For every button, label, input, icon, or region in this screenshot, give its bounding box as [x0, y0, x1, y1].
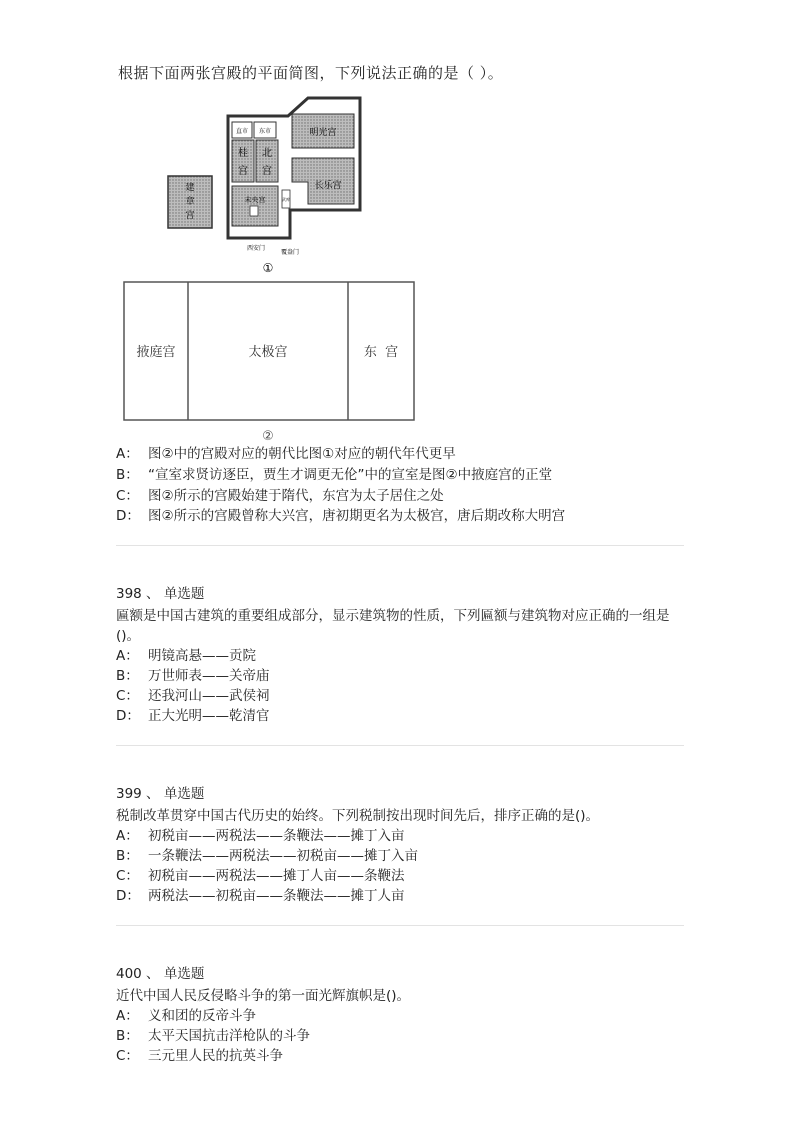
- option-letter: C：: [116, 868, 139, 884]
- bei-palace-char-1: 北: [262, 148, 272, 159]
- q398-option-d[interactable]: [116, 706, 270, 726]
- changle-palace-label: 长乐宫: [314, 181, 342, 191]
- option-text: 一条鞭法——两税法——初税亩——摊丁入亩: [148, 848, 418, 864]
- option-text: 三元里人民的抗英斗争: [148, 1048, 283, 1064]
- bei-palace-char-2: 宫: [262, 166, 272, 177]
- q400-option-c[interactable]: [116, 1046, 283, 1066]
- q400-option-b[interactable]: [116, 1026, 310, 1046]
- option-letter: D：: [116, 508, 140, 524]
- q399-option-d[interactable]: [116, 886, 405, 906]
- option-letter: C：: [116, 1048, 139, 1064]
- weiyang-palace-label: 未央宫: [244, 196, 266, 204]
- figure-2-tang-palace-plan: [120, 280, 420, 446]
- option-text: 明镜高悬——贡院: [148, 648, 256, 664]
- q397-option-b[interactable]: [116, 465, 552, 485]
- weiyang-inner-hall: [250, 206, 258, 216]
- question-398-text: 匾额是中国古建筑的重要组成部分，显示建筑物的性质，下列匾额与建筑物对应正确的一组是()。: [116, 608, 670, 644]
- xian-gate-label: 西安门: [246, 245, 266, 252]
- option-letter: B：: [116, 467, 139, 483]
- option-letter: A：: [116, 446, 139, 462]
- option-letter: A：: [116, 1008, 139, 1024]
- option-letter: C：: [116, 688, 139, 704]
- figure-1-caption: ①: [262, 261, 274, 275]
- east-market-label: 东市: [258, 128, 272, 135]
- option-text: 初税亩——两税法——条鞭法——摊丁入亩: [148, 828, 405, 844]
- divider: [116, 745, 684, 746]
- taiji-palace-label: 太极宫: [248, 345, 288, 360]
- option-letter: B：: [116, 1028, 139, 1044]
- option-text: 两税法——初税亩——条鞭法——摊丁人亩: [148, 888, 405, 904]
- option-text: 图②所示的宫殿始建于隋代，东宫为太子居住之处: [148, 488, 444, 504]
- mingguang-palace-label: 明光宫: [309, 128, 337, 138]
- option-text: 还我河山——武侯祠: [148, 688, 270, 704]
- option-text: 万世师表——关帝庙: [148, 668, 270, 684]
- option-letter: B：: [116, 848, 139, 864]
- figure-2-caption: ②: [262, 429, 274, 444]
- west-market-label: 直市: [235, 128, 249, 135]
- option-letter: C：: [116, 488, 139, 504]
- divider: [116, 545, 684, 546]
- wuku-label: 武库: [282, 197, 290, 202]
- question-400-text: 近代中国人民反侵略斗争的第一面光辉旗帜是()。: [116, 988, 411, 1004]
- fuang-gate-label: 覆盎门: [280, 249, 300, 256]
- gui-palace-char-1: 桂: [238, 148, 248, 159]
- question-397-stem: 根据下面两张宫殿的平面简图，下列说法正确的是（ ）。: [118, 64, 504, 82]
- q399-option-b[interactable]: [116, 846, 418, 866]
- option-text: 太平天国抗击洋枪队的斗争: [148, 1028, 310, 1044]
- q398-option-b[interactable]: [116, 666, 270, 686]
- q397-option-a[interactable]: [116, 444, 456, 464]
- option-text: 图②中的宫殿对应的朝代比图①对应的朝代年代更早: [148, 446, 456, 462]
- question-399-text: 税制改革贯穿中国古代历史的始终。下列税制按出现时间先后，排序正确的是()。: [116, 808, 600, 824]
- question-398-header: 398 、 单选题: [116, 586, 205, 602]
- q399-option-c[interactable]: [116, 866, 405, 886]
- option-text: “宣室求贤访逐臣，贾生才调更无伦”中的宣室是图②中掖庭宫的正堂: [148, 467, 553, 483]
- option-letter: D：: [116, 708, 140, 724]
- jianzhang-char-2: 章: [185, 197, 195, 207]
- jianzhang-char-3: 宫: [185, 211, 195, 221]
- q398-option-a[interactable]: [116, 646, 256, 666]
- divider: [116, 925, 684, 926]
- option-letter: B：: [116, 668, 139, 684]
- option-text: 义和团的反帝斗争: [148, 1008, 256, 1024]
- option-text: 初税亩——两税法——摊丁人亩——条鞭法: [148, 868, 405, 884]
- option-letter: A：: [116, 828, 139, 844]
- q397-option-c[interactable]: [116, 486, 444, 506]
- figure-1-han-palace-plan: [160, 86, 400, 276]
- q398-option-c[interactable]: [116, 686, 270, 706]
- option-letter: D：: [116, 888, 140, 904]
- q400-option-a[interactable]: [116, 1006, 256, 1026]
- option-letter: A：: [116, 648, 139, 664]
- gui-palace-char-2: 宫: [238, 166, 248, 177]
- question-399-header: 399 、 单选题: [116, 786, 205, 802]
- jianzhang-char-1: 建: [185, 183, 195, 193]
- option-text: 图②所示的宫殿曾称大兴宫，唐初期更名为太极宫，唐后期改称大明宫: [148, 508, 566, 524]
- q397-option-d[interactable]: [116, 506, 565, 526]
- q399-option-a[interactable]: [116, 826, 405, 846]
- option-text: 正大光明——乾清官: [148, 708, 270, 724]
- yeting-palace-label: 掖庭宫: [136, 345, 176, 360]
- east-palace-label: 东 宫: [363, 345, 399, 360]
- question-400-header: 400 、 单选题: [116, 966, 205, 982]
